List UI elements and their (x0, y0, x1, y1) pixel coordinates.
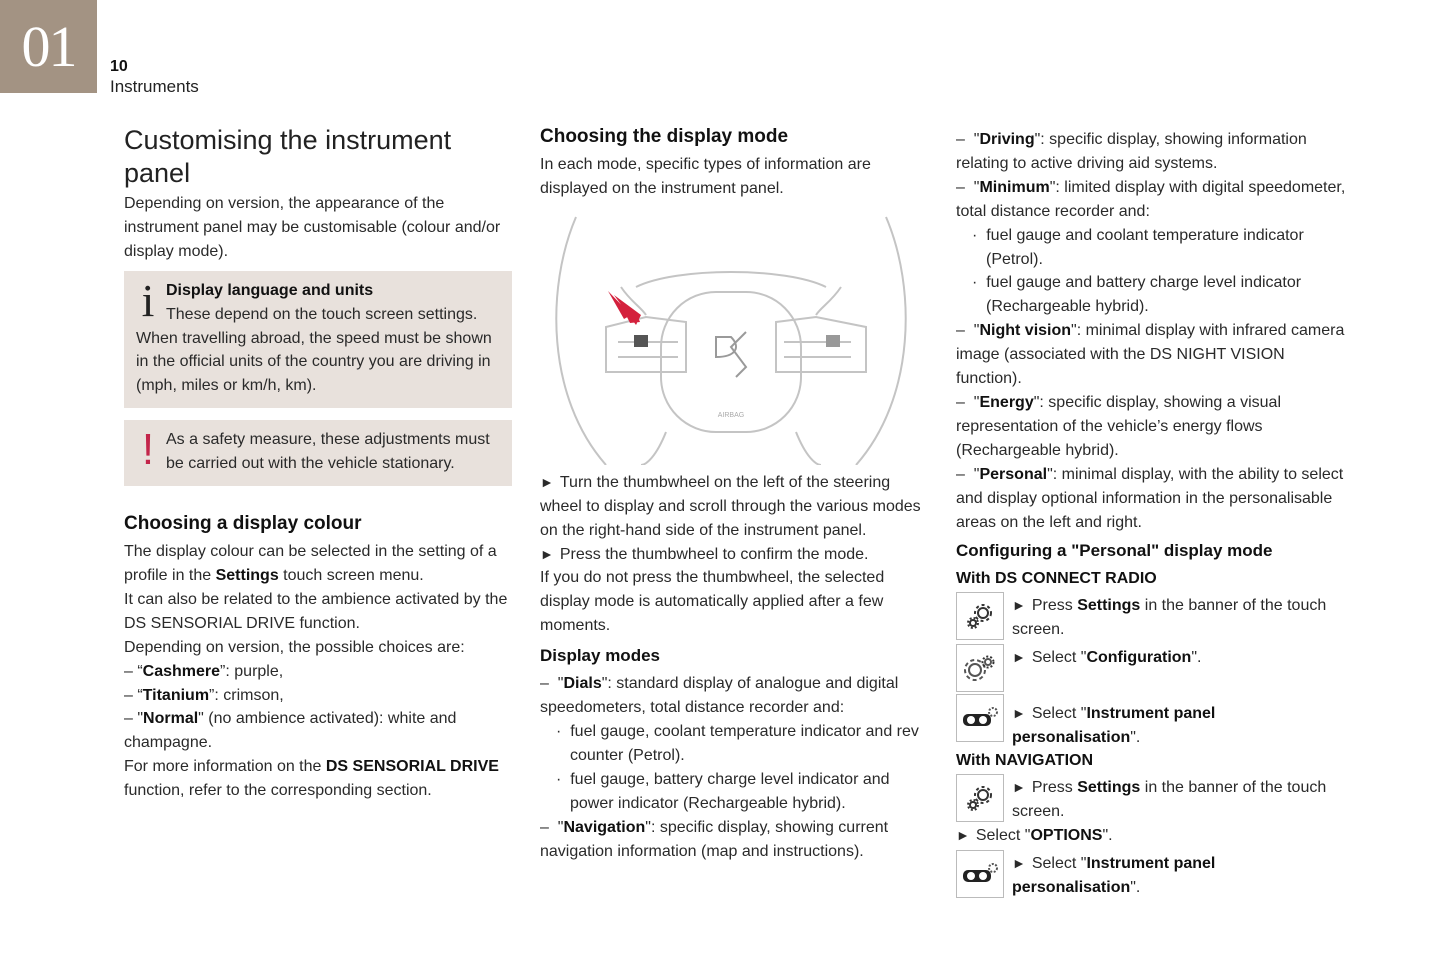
choice-normal: – "Normal" (no ambience activated): white and champagne. (124, 710, 457, 752)
step-turn-thumbwheel: ► Turn the thumbwheel on the left of the steering wheel to display and scroll through the various modes on the right-hand side of the instrument panel. (540, 473, 921, 539)
config-heading: Configuring a "Personal" display mode (956, 541, 1273, 561)
step-nav-options: ► Select "OPTIONS". (956, 826, 1113, 844)
intro-paragraph: Depending on version, the appearance of the instrument panel may be customisable (colour and/or display mode). (124, 195, 501, 260)
dials-bullet-1: · fuel gauge, coolant temperature indicator and rev counter (Petrol). (556, 722, 919, 764)
warning-note (124, 420, 512, 486)
colour-paragraph-2: It can also be related to the ambience activated by the DS SENSORIAL DRIVE function. (124, 590, 508, 632)
steering-wheel-illustration (546, 207, 916, 465)
info-note-title: Display language and units (166, 281, 374, 299)
airbag-label: AIRBAG (717, 411, 745, 419)
mode-minimum: – "Minimum": limited display with digital speedometer, total distance recorder and: (956, 178, 1346, 220)
column-3 (956, 128, 1348, 900)
auto-apply-paragraph: If you do not press the thumbwheel, the selected display mode is automatically applied after a few moments. (540, 569, 885, 635)
mode-energy: – "Energy": specific display, showing a visual representation of the vehicle’s energy flows (Rechargeable hybrid). (956, 393, 1281, 459)
section-name: Instruments (110, 77, 199, 96)
display-modes-heading: Display modes (540, 646, 660, 666)
warning-note-text: As a safety measure, these adjustments must be carried out with the vehicle stationary. (166, 431, 490, 473)
step-press-thumbwheel: ► Press the thumbwheel to confirm the mode. (540, 545, 869, 563)
mode-driving: – "Driving": specific display, showing information relating to active driving aid systems. (956, 131, 1307, 172)
colour-paragraph-1: The display colour can be selected in the setting of a profile in the Settings touch screen menu. (124, 543, 497, 584)
navigation-heading: With NAVIGATION (956, 752, 1094, 770)
arrow-right-icon: ► (1012, 705, 1026, 722)
dials-bullet-2: · fuel gauge, battery charge level indicator and power indicator (Rechargeable hybrid). (556, 770, 890, 812)
mode-personal: – "Personal": minimal display, with the ability to select and display optional information in the personalisable areas on the left and right. (956, 465, 1344, 531)
arrow-right-icon: ► (1012, 854, 1026, 871)
arrow-right-icon: ► (540, 473, 554, 490)
step-radio-instrument-panel: ► Select "Instrument panel personalisation". (956, 694, 1348, 750)
warning-icon: ! (141, 425, 155, 475)
configuration-gears-icon (956, 644, 1004, 692)
arrow-right-icon: ► (540, 545, 554, 562)
mode-navigation: – "Navigation": specific display, showing current navigation information (map and instructions). (540, 818, 889, 860)
minimum-bullet-2: · fuel gauge and battery charge level indicator (Rechargeable hybrid). (972, 274, 1302, 316)
colour-paragraph-3: Depending on version, the possible choices are: (124, 638, 465, 656)
choice-titanium: – “Titanium”: crimson, (124, 686, 284, 704)
info-note-line1: These depend on the touch screen settings. (166, 305, 478, 323)
display-mode-heading: Choosing the display mode (540, 126, 789, 147)
display-mode-intro: In each mode, specific types of information are displayed on the instrument panel. (540, 156, 871, 197)
arrow-right-icon: ► (1012, 597, 1026, 614)
instrument-panel-icon (956, 694, 1004, 742)
page-number: 10 (110, 58, 128, 75)
info-icon: i (141, 274, 155, 326)
info-note-line2: When travelling abroad, the speed must be shown in the official units of the country you are driving in (mph, miles or km/h, km). (136, 329, 492, 395)
chapter-tab (0, 0, 97, 93)
step-nav-instrument-panel: ► Select "Instrument panel personalisation". (956, 850, 1348, 900)
arrow-right-icon: ► (1012, 649, 1026, 666)
column-1 (124, 120, 512, 803)
mode-night-vision: – "Night vision": minimal display with infrared camera image (associated with the DS NIGHT VISION function). (956, 322, 1345, 388)
arrow-right-icon: ► (956, 826, 970, 843)
colour-heading: Choosing a display colour (124, 513, 362, 535)
step-radio-configuration: ► Select "Configuration". (956, 644, 1348, 692)
settings-gears-icon (956, 592, 1004, 640)
instrument-panel-icon (956, 850, 1004, 898)
arrow-right-icon: ► (1012, 779, 1026, 796)
settings-gears-icon (956, 774, 1004, 822)
page-title: Customising the instrument panel (124, 125, 452, 188)
mode-dials: – "Dials": standard display of analogue and digital speedometers, total distance recorder and: (540, 675, 899, 717)
minimum-bullet-1: · fuel gauge and coolant temperature indicator (Petrol). (972, 226, 1304, 268)
step-nav-settings: ► Press Settings in the banner of the touch screen. (956, 774, 1348, 824)
column-2 (540, 120, 932, 863)
step-radio-settings: ► Press Settings in the banner of the touch screen. (956, 592, 1348, 642)
more-info-paragraph: For more information on the DS SENSORIAL DRIVE function, refer to the corresponding section. (124, 758, 499, 800)
radio-heading: With DS CONNECT RADIO (956, 570, 1157, 588)
chapter-number: 01 (21, 14, 76, 79)
choice-cashmere: – “Cashmere”: purple, (124, 662, 284, 680)
info-note (124, 271, 512, 409)
